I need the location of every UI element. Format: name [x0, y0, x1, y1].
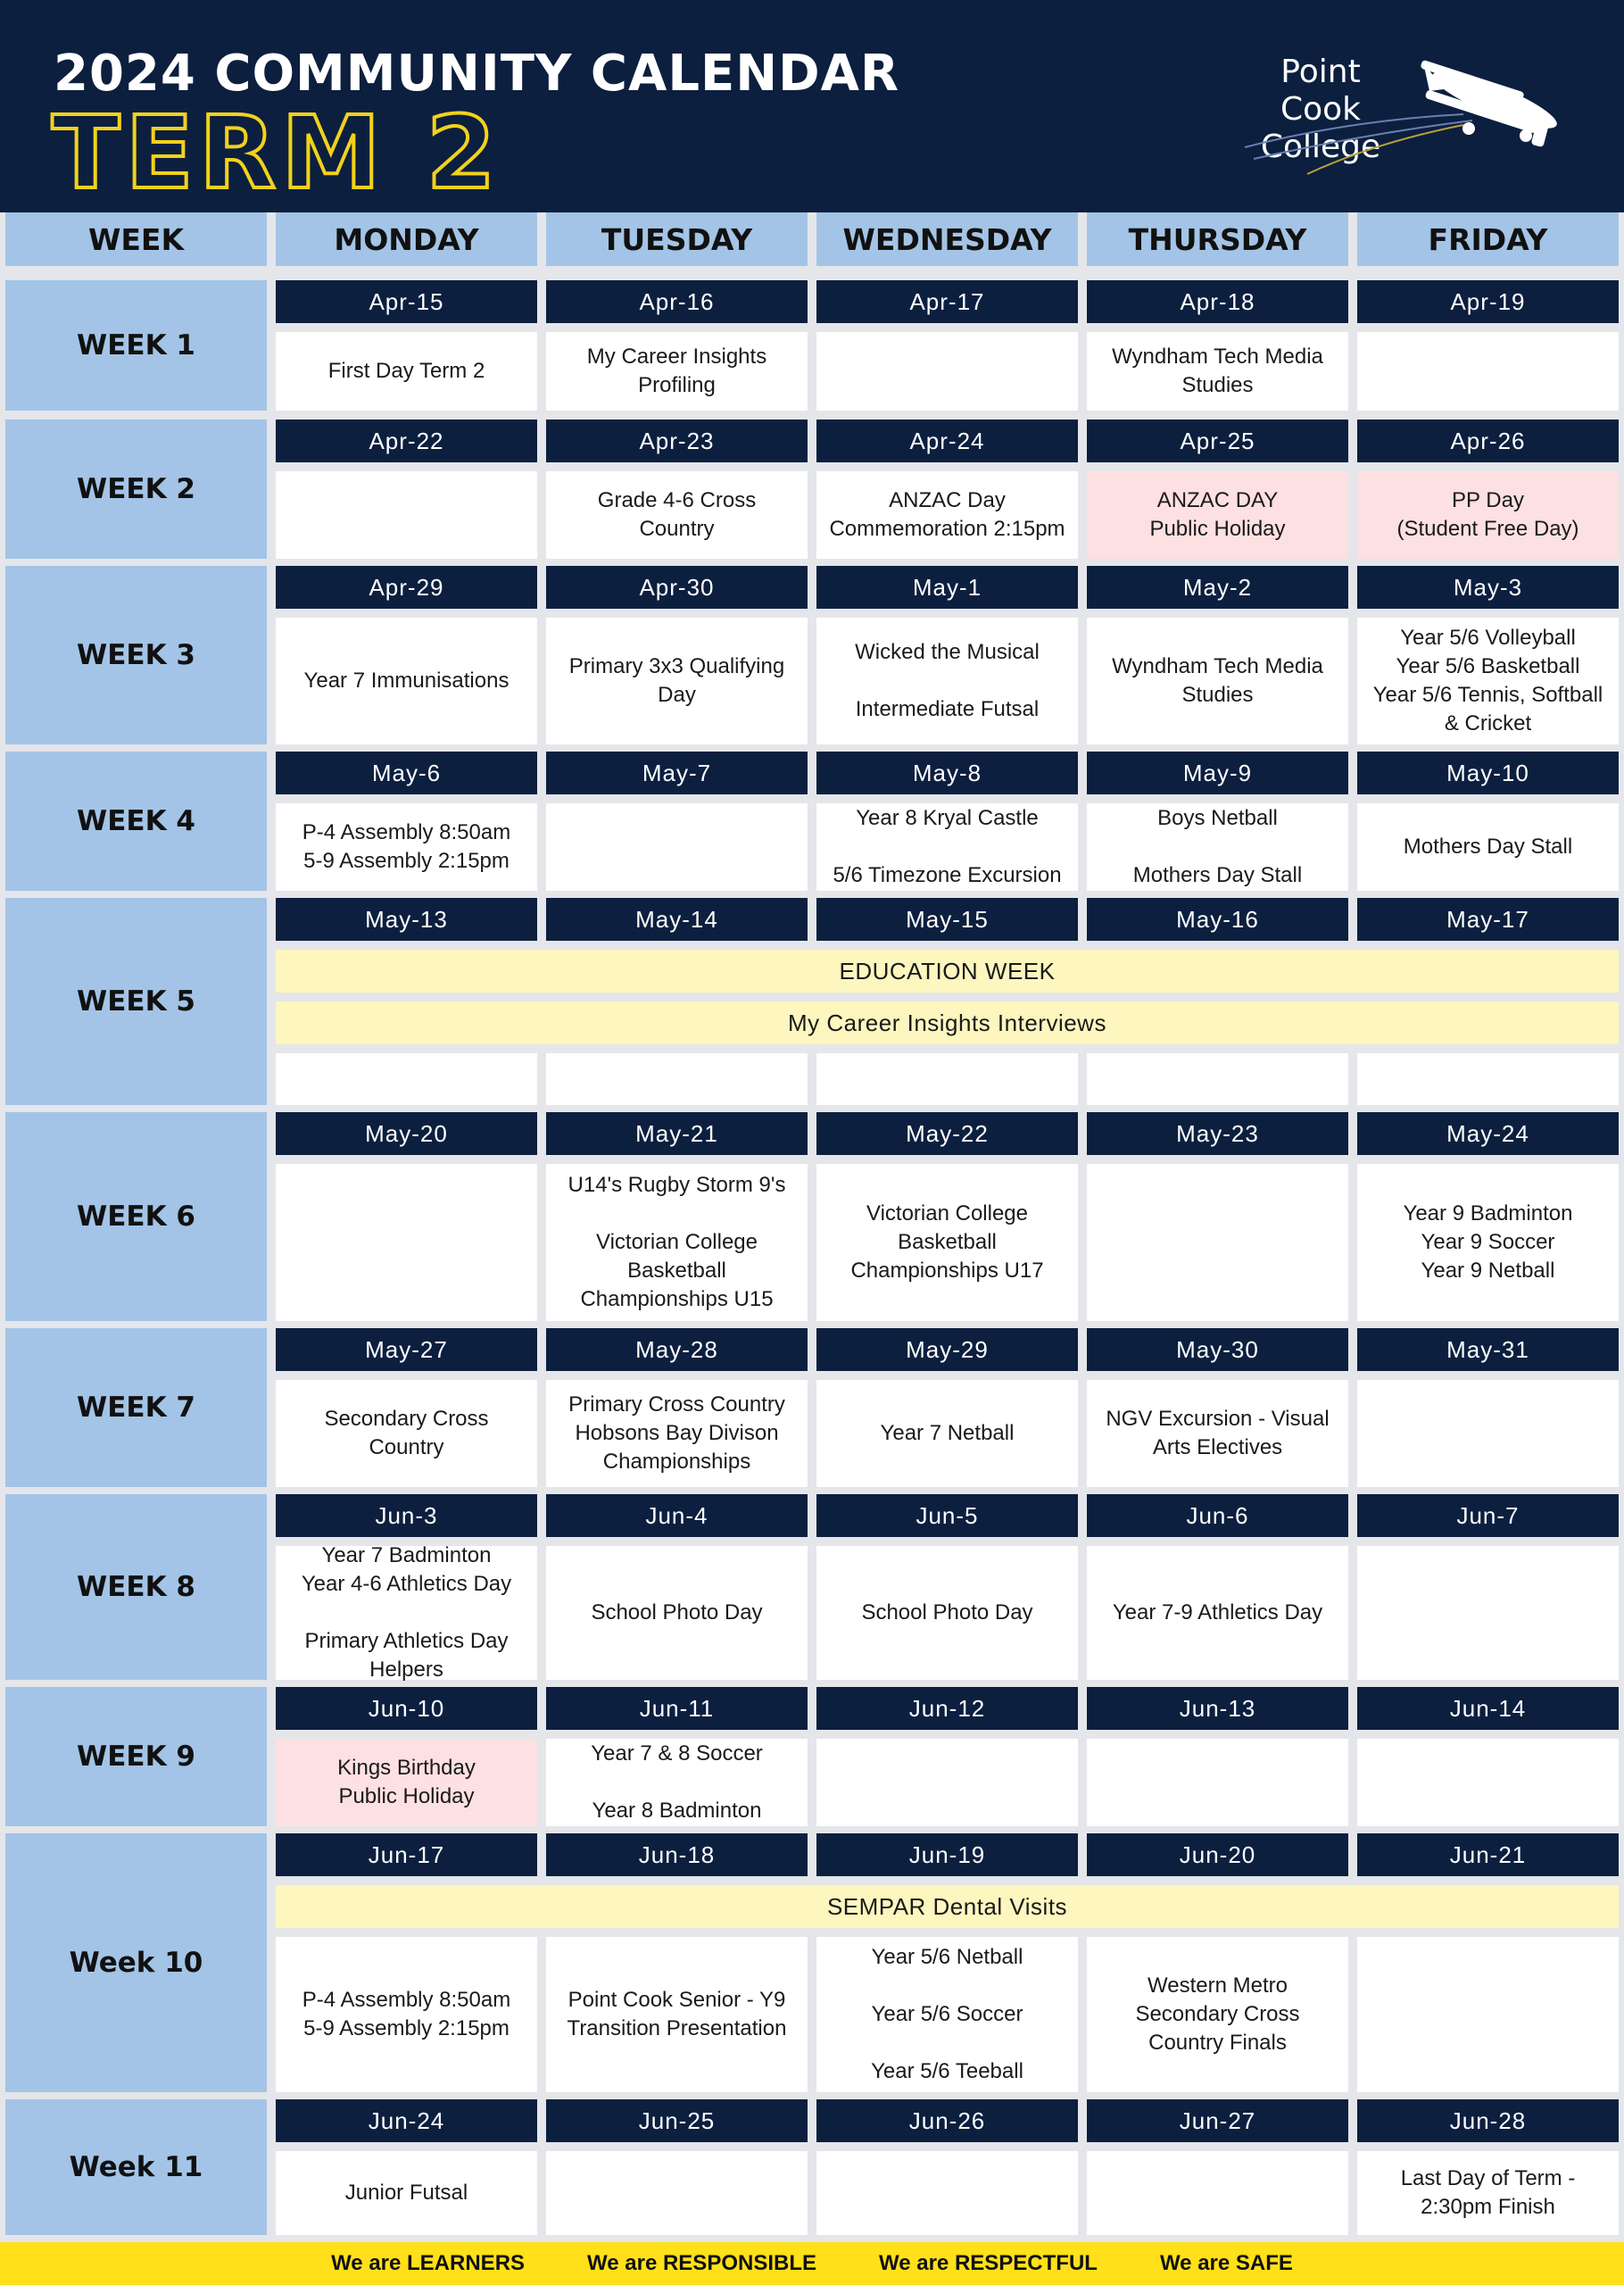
date-cell: May-6: [276, 752, 537, 794]
date-cell: Jun-6: [1087, 1494, 1348, 1537]
event-cell: [1357, 1053, 1619, 1105]
event-cell: [1357, 332, 1619, 411]
column-header-week: WEEK: [5, 212, 267, 266]
date-cell: May-20: [276, 1112, 537, 1155]
value-statement: We are LEARNERS: [331, 2251, 526, 2275]
event-cell: [816, 332, 1078, 411]
week-label: Week 11: [5, 2099, 267, 2235]
date-cell: May-3: [1357, 566, 1619, 609]
date-cell: Jun-26: [816, 2099, 1078, 2142]
event-cell: Grade 4-6 Cross Country: [546, 471, 808, 559]
event-cell: Secondary Cross Country: [276, 1380, 537, 1487]
event-cell: ANZAC DAY Public Holiday: [1087, 471, 1348, 559]
event-cell: [1087, 1739, 1348, 1826]
event-cell: Primary Cross Country Hobsons Bay Divison Championships: [546, 1380, 808, 1487]
event-cell: [816, 1739, 1078, 1826]
event-cell: Year 7 & 8 Soccer Year 8 Badminton: [546, 1739, 808, 1826]
date-cell: Jun-13: [1087, 1687, 1348, 1730]
date-cell: Apr-15: [276, 280, 537, 323]
value-statement: We are RESPONSIBLE: [587, 2251, 816, 2275]
value-statement: We are RESPECTFUL: [879, 2251, 1098, 2275]
week-label: WEEK 7: [5, 1328, 267, 1487]
date-cell: Jun-5: [816, 1494, 1078, 1537]
week-label: WEEK 2: [5, 420, 267, 559]
week-label: WEEK 1: [5, 280, 267, 411]
date-cell: Jun-10: [276, 1687, 537, 1730]
event-cell: [1357, 1739, 1619, 1826]
date-cell: Jun-4: [546, 1494, 808, 1537]
event-cell: U14's Rugby Storm 9's Victorian College Basketball Championships U15: [546, 1164, 808, 1321]
event-cell: [276, 471, 537, 559]
date-cell: Apr-30: [546, 566, 808, 609]
date-cell: May-23: [1087, 1112, 1348, 1155]
event-cell: Junior Futsal: [276, 2151, 537, 2235]
week-banner: EDUCATION WEEK: [276, 950, 1619, 993]
event-cell: ANZAC Day Commemoration 2:15pm: [816, 471, 1078, 559]
date-cell: May-15: [816, 898, 1078, 941]
event-cell: Year 7 Immunisations: [276, 618, 537, 744]
week-label: WEEK 8: [5, 1494, 267, 1680]
date-cell: Apr-22: [276, 420, 537, 462]
date-cell: Apr-29: [276, 566, 537, 609]
event-cell: [546, 1053, 808, 1105]
event-cell: P-4 Assembly 8:50am 5-9 Assembly 2:15pm: [276, 803, 537, 891]
event-cell: Year 7 Netball: [816, 1380, 1078, 1487]
date-cell: May-17: [1357, 898, 1619, 941]
event-cell: [276, 1053, 537, 1105]
date-cell: Jun-7: [1357, 1494, 1619, 1537]
date-cell: May-2: [1087, 566, 1348, 609]
column-header-thursday: THURSDAY: [1087, 212, 1348, 266]
date-cell: May-31: [1357, 1328, 1619, 1371]
event-cell: Wyndham Tech Media Studies: [1087, 332, 1348, 411]
event-cell: [546, 2151, 808, 2235]
date-cell: May-27: [276, 1328, 537, 1371]
column-header-wednesday: WEDNESDAY: [816, 212, 1078, 266]
event-cell: [276, 1164, 537, 1321]
date-cell: Jun-27: [1087, 2099, 1348, 2142]
date-cell: May-1: [816, 566, 1078, 609]
event-cell: Primary 3x3 Qualifying Day: [546, 618, 808, 744]
date-cell: Jun-21: [1357, 1833, 1619, 1876]
date-cell: May-13: [276, 898, 537, 941]
date-cell: Jun-3: [276, 1494, 537, 1537]
date-cell: May-7: [546, 752, 808, 794]
event-cell: Wyndham Tech Media Studies: [1087, 618, 1348, 744]
column-header-friday: FRIDAY: [1357, 212, 1619, 266]
date-cell: Jun-19: [816, 1833, 1078, 1876]
biplane-icon: [1240, 36, 1579, 179]
column-header-monday: MONDAY: [276, 212, 537, 266]
week-label: WEEK 6: [5, 1112, 267, 1321]
date-cell: May-8: [816, 752, 1078, 794]
event-cell: Victorian College Basketball Championships U17: [816, 1164, 1078, 1321]
event-cell: Year 8 Kryal Castle 5/6 Timezone Excursion: [816, 803, 1078, 891]
date-cell: Jun-18: [546, 1833, 808, 1876]
date-cell: May-22: [816, 1112, 1078, 1155]
event-cell: Boys Netball Mothers Day Stall: [1087, 803, 1348, 891]
event-cell: [1357, 1380, 1619, 1487]
logo-line-1: Point Cook: [1280, 54, 1362, 128]
event-cell: NGV Excursion - Visual Arts Electives: [1087, 1380, 1348, 1487]
event-cell: School Photo Day: [546, 1546, 808, 1680]
calendar-title: 2024 COMMUNITY CALENDAR: [54, 45, 900, 103]
date-cell: May-16: [1087, 898, 1348, 941]
term-title: TERM 2: [52, 96, 501, 212]
date-cell: Jun-14: [1357, 1687, 1619, 1730]
date-cell: Apr-26: [1357, 420, 1619, 462]
event-cell: Wicked the Musical Intermediate Futsal: [816, 618, 1078, 744]
column-header-tuesday: TUESDAY: [546, 212, 808, 266]
date-cell: Jun-28: [1357, 2099, 1619, 2142]
values-footer: [0, 2242, 1624, 2285]
event-cell: First Day Term 2: [276, 332, 537, 411]
date-cell: May-14: [546, 898, 808, 941]
event-cell: P-4 Assembly 8:50am 5-9 Assembly 2:15pm: [276, 1937, 537, 2092]
date-cell: Jun-11: [546, 1687, 808, 1730]
date-cell: Jun-20: [1087, 1833, 1348, 1876]
event-cell: Year 7-9 Athletics Day: [1087, 1546, 1348, 1680]
date-cell: Apr-16: [546, 280, 808, 323]
week-label: Week 10: [5, 1833, 267, 2092]
date-cell: Apr-24: [816, 420, 1078, 462]
week-label: WEEK 4: [5, 752, 267, 891]
date-cell: Jun-25: [546, 2099, 808, 2142]
logo-line-2: College: [1260, 129, 1381, 165]
event-cell: Year 7 Badminton Year 4-6 Athletics Day Primary Athletics Day Helpers: [276, 1546, 537, 1680]
date-cell: May-9: [1087, 752, 1348, 794]
date-cell: Jun-24: [276, 2099, 537, 2142]
event-cell: Year 5/6 Netball Year 5/6 Soccer Year 5/6 Teeball: [816, 1937, 1078, 2092]
event-cell: [1357, 1937, 1619, 2092]
event-cell: [1087, 1053, 1348, 1105]
date-cell: Apr-19: [1357, 280, 1619, 323]
week-label: WEEK 9: [5, 1687, 267, 1826]
event-cell: My Career Insights Profiling: [546, 332, 808, 411]
event-cell: Last Day of Term - 2:30pm Finish: [1357, 2151, 1619, 2235]
date-cell: May-10: [1357, 752, 1619, 794]
event-cell: [816, 1053, 1078, 1105]
event-cell: [1087, 2151, 1348, 2235]
date-cell: May-24: [1357, 1112, 1619, 1155]
date-cell: Apr-25: [1087, 420, 1348, 462]
event-cell: [816, 2151, 1078, 2235]
date-cell: Apr-17: [816, 280, 1078, 323]
event-cell: School Photo Day: [816, 1546, 1078, 1680]
week-banner: SEMPAR Dental Visits: [276, 1885, 1619, 1928]
event-cell: [1357, 1546, 1619, 1680]
value-statement: We are SAFE: [1159, 2251, 1293, 2275]
event-cell: Year 5/6 Volleyball Year 5/6 Basketball Year 5/6 Tennis, Softball & Cricket: [1357, 618, 1619, 744]
event-cell: Mothers Day Stall: [1357, 803, 1619, 891]
event-cell: Western Metro Secondary Cross Country Finals: [1087, 1937, 1348, 2092]
date-cell: May-21: [546, 1112, 808, 1155]
week-label: WEEK 5: [5, 898, 267, 1105]
date-cell: Jun-12: [816, 1687, 1078, 1730]
date-cell: Apr-18: [1087, 280, 1348, 323]
college-logo: [1240, 36, 1579, 179]
event-cell: PP Day (Student Free Day): [1357, 471, 1619, 559]
week-banner: My Career Insights Interviews: [276, 1001, 1619, 1044]
event-cell: Point Cook Senior - Y9 Transition Presentation: [546, 1937, 808, 2092]
date-cell: Jun-17: [276, 1833, 537, 1876]
event-cell: Year 9 Badminton Year 9 Soccer Year 9 Netball: [1357, 1164, 1619, 1321]
event-cell: [546, 803, 808, 891]
week-label: WEEK 3: [5, 566, 267, 744]
date-cell: Apr-23: [546, 420, 808, 462]
date-cell: May-30: [1087, 1328, 1348, 1371]
event-cell: Kings Birthday Public Holiday: [276, 1739, 537, 1826]
page-header: [0, 0, 1624, 212]
date-cell: May-28: [546, 1328, 808, 1371]
event-cell: [1087, 1164, 1348, 1321]
date-cell: May-29: [816, 1328, 1078, 1371]
